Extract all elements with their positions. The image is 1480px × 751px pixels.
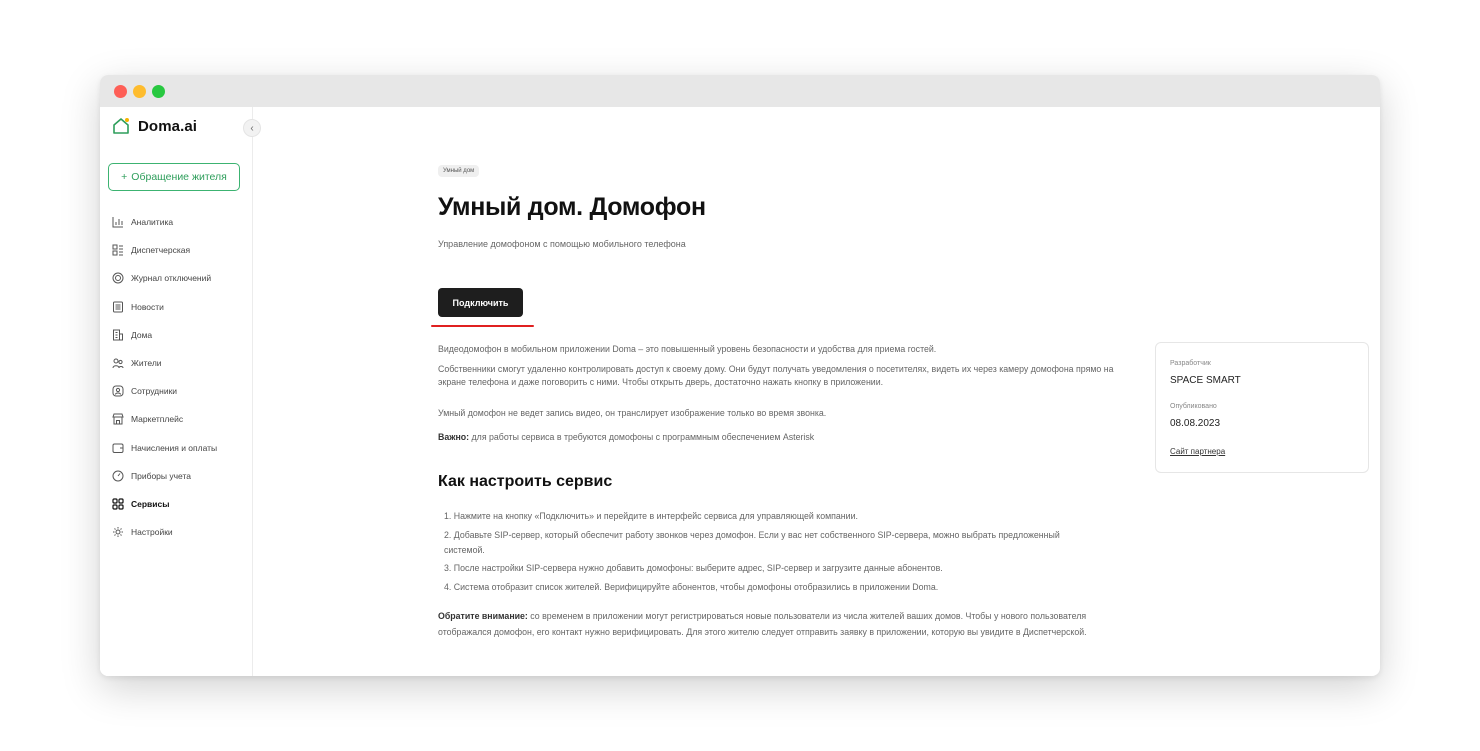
category-tag: Умный дом xyxy=(438,165,479,177)
residents-icon xyxy=(112,357,124,369)
resident-appeal-label: Обращение жителя xyxy=(131,171,227,183)
sidebar-item-label: Настройки xyxy=(131,527,173,538)
sidebar-item-houses[interactable] xyxy=(112,321,217,349)
news-icon xyxy=(112,301,124,313)
highlight-underline xyxy=(431,325,534,327)
app-logo[interactable] xyxy=(112,117,197,135)
attention-note xyxy=(438,608,1128,640)
developer-info-card xyxy=(1155,342,1369,473)
dispatch-icon xyxy=(112,244,124,256)
minimize-window-button[interactable] xyxy=(133,85,146,98)
sidebar-item-label: Сотрудники xyxy=(131,386,178,397)
note-text: со временем в приложении могут регистрироваться новые пользователи из числа жителей ваших домов. Чтобы у нового пользователя отображался домофон, его контакт нужно верифицировать. Для этого жителю следует отправить заявку в приложении, которую вы увидите в Диспетчерской. xyxy=(438,611,1087,637)
sidebar-item-outages[interactable] xyxy=(112,264,217,292)
sidebar-item-label: Жители xyxy=(131,358,162,369)
page-subtitle: Управление домофоном с помощью мобильного телефона xyxy=(438,239,686,249)
sidebar-item-services[interactable] xyxy=(112,490,217,518)
sidebar-item-settings[interactable] xyxy=(112,518,217,546)
connect-button[interactable]: Подключить xyxy=(438,288,523,317)
collapse-sidebar-button[interactable] xyxy=(243,119,261,137)
list-item: 4. Система отобразит список жителей. Верифицируйте абонентов, чтобы домофоны отобразились в приложении Doma. xyxy=(444,582,939,592)
partner-site-link[interactable]: Сайт партнера xyxy=(1170,447,1226,456)
sidebar-item-label: Журнал отключений xyxy=(131,273,212,284)
sidebar-nav xyxy=(112,208,217,546)
sidebar-item-marketplace[interactable] xyxy=(112,405,217,433)
sidebar-item-label: Новости xyxy=(131,301,164,312)
description-paragraph: Собственники смогут удаленно контролировать доступ к своему дому. Они будут получать уведомления о посетителях, видеть их через камеру домофона прямо на экране телефона и даже поговорить с ними. Чтобы открыть дверь, достаточно нажать кнопку в приложении. xyxy=(438,364,1114,387)
list-item: 1. Нажмите на кнопку «Подключить» и перейдите в интерфейс сервиса для управляющей компании. xyxy=(444,511,858,521)
sidebar-item-news[interactable] xyxy=(112,293,217,321)
sidebar-item-label: Диспетчерская xyxy=(131,245,191,256)
plus-icon: + xyxy=(121,171,128,183)
description-paragraph: Умный домофон не ведет запись видео, он транслирует изображение только во время звонка. xyxy=(438,408,827,418)
outage-icon xyxy=(112,272,124,284)
sidebar-item-label: Приборы учета xyxy=(131,470,192,481)
sidebar xyxy=(100,107,253,676)
sidebar-item-label: Дома xyxy=(131,329,153,340)
building-icon xyxy=(112,329,124,341)
close-window-button[interactable] xyxy=(114,85,127,98)
sidebar-item-dispatch[interactable] xyxy=(112,236,217,264)
sidebar-item-label: Сервисы xyxy=(131,498,170,509)
marketplace-icon xyxy=(112,413,124,425)
developer-value: SPACE SMART xyxy=(1170,375,1241,386)
list-item: 2. Добавьте SIP-сервер, который обеспечит работу звонков через домофон. Если у вас нет собственного SIP-сервера, можно выбрать предложенный системой. xyxy=(444,530,1060,555)
important-paragraph xyxy=(438,431,1128,444)
important-label: Важно: xyxy=(438,432,470,442)
sidebar-item-analytics[interactable] xyxy=(112,208,217,236)
main-content xyxy=(253,107,1380,676)
important-text: для работы сервиса в требуются домофоны с программным обеспечением Asterisk xyxy=(469,432,815,442)
list-item: 3. После настройки SIP-сервера нужно добавить домофоны: выберите адрес, SIP-сервер и загрузите данные абонентов. xyxy=(444,563,943,573)
resident-appeal-button[interactable] xyxy=(108,163,240,191)
sidebar-item-label: Маркетплейс xyxy=(131,414,184,425)
logo-text: Doma.ai xyxy=(138,117,198,135)
published-label: Опубликовано xyxy=(1170,403,1217,410)
maximize-window-button[interactable] xyxy=(152,85,165,98)
chevron-left-icon: ‹ xyxy=(250,122,254,134)
howto-heading: Как настроить сервис xyxy=(438,473,613,490)
chart-icon xyxy=(112,216,124,228)
description-paragraph: Видеодомофон в мобильном приложении Doma – это повышенный уровень безопасности и удобства для приема гостей. xyxy=(438,344,937,354)
window-titlebar xyxy=(100,75,1380,107)
wallet-icon xyxy=(112,442,124,454)
sidebar-item-billing[interactable] xyxy=(112,434,217,462)
sidebar-item-label: Начисления и оплаты xyxy=(131,442,218,453)
sidebar-item-residents[interactable] xyxy=(112,349,217,377)
note-label: Обратите внимание: xyxy=(438,611,528,621)
employees-icon xyxy=(112,385,124,397)
browser-window xyxy=(100,75,1380,676)
developer-label: Разработчик xyxy=(1170,360,1211,367)
published-value: 08.08.2023 xyxy=(1170,418,1221,429)
house-logo-icon xyxy=(112,117,130,135)
page-title: Умный дом. Домофон xyxy=(438,193,706,221)
meter-icon xyxy=(112,470,124,482)
settings-icon xyxy=(112,526,124,538)
sidebar-item-meters[interactable] xyxy=(112,462,217,490)
services-icon xyxy=(112,498,124,510)
sidebar-item-employees[interactable] xyxy=(112,377,217,405)
sidebar-item-label: Аналитика xyxy=(131,217,174,228)
